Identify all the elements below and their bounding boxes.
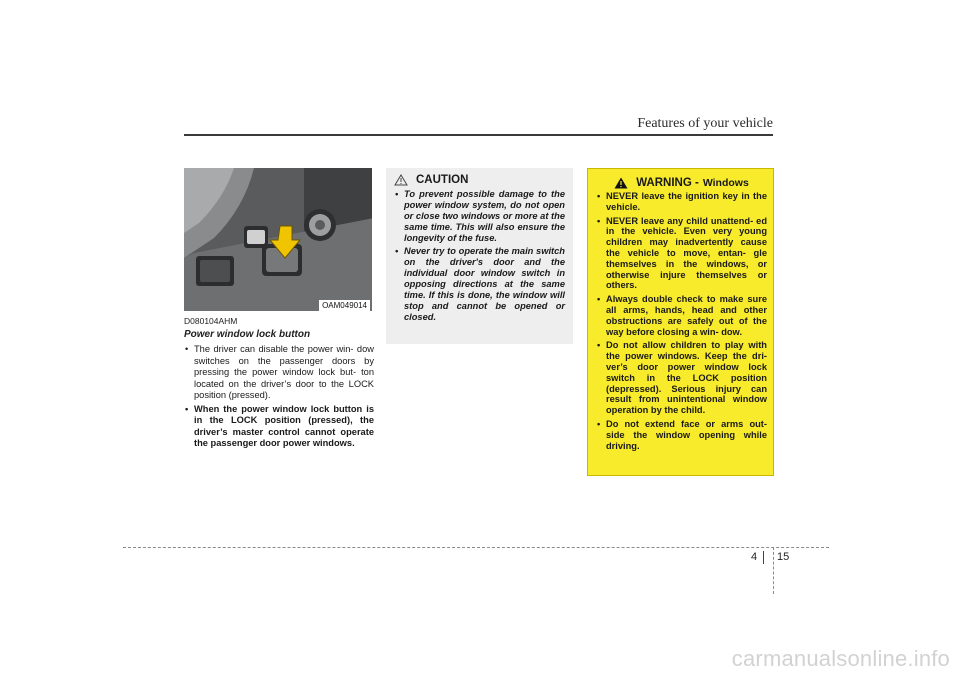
list-item: • The driver can disable the power win- dow switches on the passenger doors by pressing the power window lock but- ton located on the driver’s door to the LOCK position (pressed).: [184, 344, 374, 402]
warning-box: [587, 168, 774, 476]
door-panel-illustration: [184, 168, 372, 311]
warning-header: [596, 177, 767, 189]
caution-header: [394, 174, 565, 186]
page-header-title: Features of your vehicle: [637, 116, 773, 131]
page-number: 15: [777, 551, 790, 563]
watermark: carmanualsonline.info: [731, 646, 950, 671]
window-switch-photo: [184, 168, 372, 311]
header-rule: [184, 134, 773, 136]
footer-rule: [123, 547, 829, 548]
page-number-separator: [763, 551, 764, 564]
list-item: • When the power window lock button is in the LOCK position (pressed), the driver’s master control cannot operate the passenger door power windows.: [184, 404, 374, 450]
warning-title: WARNING -: [636, 177, 699, 189]
list-item: • Always double check to make sure all arms, hands, head and other obstructions are safely out of the way before closing a win- dow.: [596, 294, 767, 337]
list-item: • Do not allow children to play with the power windows. Keep the dri- ver’s door power window lock switch in the LOCK position (depressed). Serious injury can result from unintentional window operation by the child.: [596, 340, 767, 416]
warning-triangle-icon: [614, 177, 628, 189]
list-item: • Never try to operate the main switch on the driver's door and the individual door window switch in opposing directions at the same time. If this is done, the window will stop and cannot be opened or closed.: [394, 246, 565, 323]
warning-triangle-icon: [394, 174, 408, 186]
caution-box: [386, 168, 573, 344]
footer-vertical-rule: [773, 547, 774, 594]
list-item: • NEVER leave any child unattend- ed in the vehicle. Even very young children may inadvertently cause the vehicle to move, entan- gle themselves in the windows, or otherwise injure themselves or others.: [596, 216, 767, 292]
section-title: Power window lock button: [184, 329, 311, 340]
left-column: [184, 316, 374, 452]
section-list: [184, 344, 374, 450]
warning-list: [596, 191, 767, 451]
caution-title: CAUTION: [416, 174, 469, 186]
list-item: • NEVER leave the ignition key in the vehicle.: [596, 191, 767, 213]
list-item: • To prevent possible damage to the power window system, do not open or close two windows or more at the same time. This will also ensure the longevity of the fuse.: [394, 189, 565, 244]
caution-list: [394, 189, 565, 323]
section-code: D080104AHM: [184, 316, 238, 326]
photo-caption: OAM049014: [319, 300, 370, 311]
list-item: • Do not extend face or arms out- side the window opening while driving.: [596, 419, 767, 451]
warning-subtitle: Windows: [702, 177, 749, 189]
chapter-number: 4: [751, 551, 758, 563]
